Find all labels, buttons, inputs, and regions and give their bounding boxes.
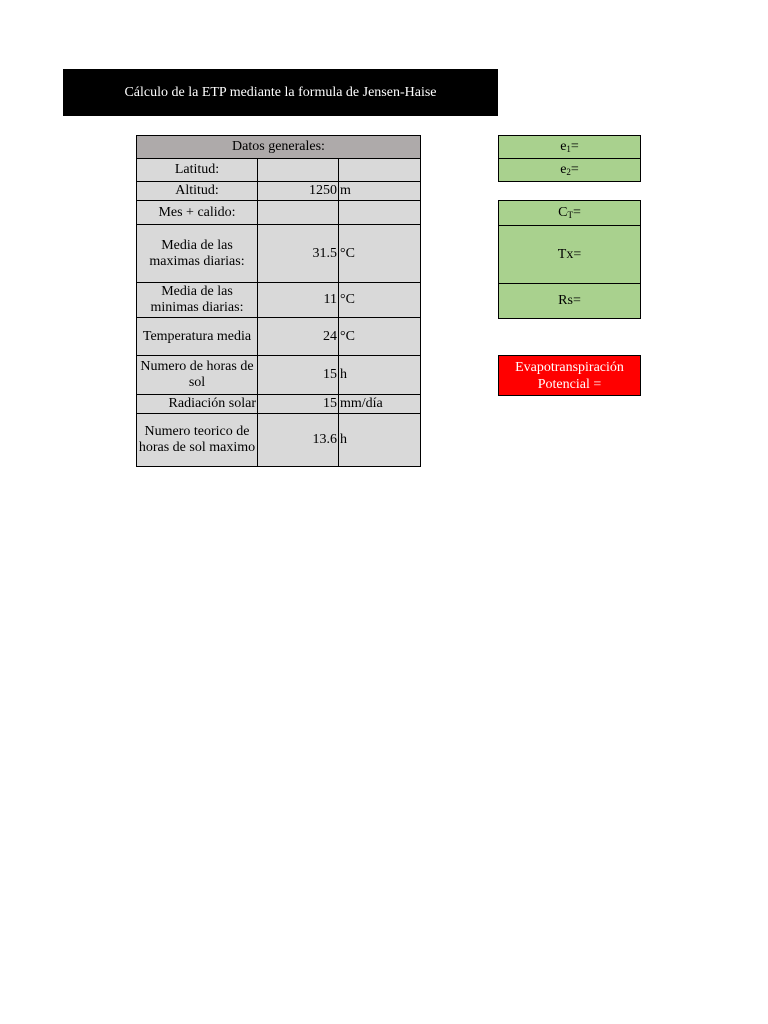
horas-sol-unit: h <box>339 356 421 395</box>
altitud-label: Altitud: <box>137 182 258 201</box>
latitud-label: Latitud: <box>137 159 258 182</box>
altitud-unit: m <box>339 182 421 201</box>
table-row <box>137 414 421 467</box>
table-row <box>137 201 421 225</box>
media-minimas-value[interactable]: 11 <box>258 283 339 318</box>
mes-calido-value[interactable] <box>258 201 339 225</box>
media-minimas-label: Media de las minimas diarias: <box>137 283 258 318</box>
table-row <box>137 225 421 283</box>
e2-cell[interactable]: $e_2=$ <box>499 159 641 182</box>
table-row <box>137 182 421 201</box>
rs-cell[interactable]: Rs= <box>499 284 641 319</box>
table-row <box>137 356 421 395</box>
media-minimas-unit: °C <box>339 283 421 318</box>
etp-line2: Potencial = <box>537 376 602 392</box>
etp-line1: Evapotranspiración <box>515 359 624 375</box>
radiacion-solar-label: Radiación solar <box>137 395 258 414</box>
media-maximas-label: Media de las maximas diarias: <box>137 225 258 283</box>
latitud-value[interactable] <box>258 159 339 182</box>
radiacion-solar-value[interactable]: 15 <box>258 395 339 414</box>
sheet-title <box>63 69 498 116</box>
temperatura-media-value[interactable]: 24 <box>258 318 339 356</box>
temperatura-media-unit: °C <box>339 318 421 356</box>
table-row <box>137 283 421 318</box>
media-maximas-value[interactable]: 31.5 <box>258 225 339 283</box>
table-row <box>137 318 421 356</box>
altitud-value[interactable]: 1250 <box>258 182 339 201</box>
ct-cell[interactable]: $C_T=$ <box>499 201 641 226</box>
e-coefficients-box <box>498 135 641 182</box>
media-maximas-unit: °C <box>339 225 421 283</box>
horas-sol-value[interactable]: 15 <box>258 356 339 395</box>
sheet-title-text: Cálculo de la ETP mediante la formula de Jensen-Haise <box>124 84 437 100</box>
radiacion-solar-unit: mm/día <box>339 395 421 414</box>
horas-sol-maximo-value[interactable]: 13.6 <box>258 414 339 467</box>
latitud-unit <box>339 159 421 182</box>
table-header-row <box>137 136 421 159</box>
e1-cell[interactable]: $e_1=$ <box>499 136 641 159</box>
temperatura-media-label: Temperatura media <box>137 318 258 356</box>
table-row <box>137 395 421 414</box>
mes-calido-label: Mes + calido: <box>137 201 258 225</box>
mes-calido-unit <box>339 201 421 225</box>
datos-generales-table <box>136 135 421 467</box>
horas-sol-maximo-unit: h <box>339 414 421 467</box>
horas-sol-maximo-label: Numero teorico de horas de sol maximo <box>137 414 258 467</box>
horas-sol-label: Numero de horas de sol <box>137 356 258 395</box>
ct-tx-rs-box <box>498 200 641 319</box>
etp-result-box[interactable] <box>498 355 641 396</box>
tx-cell[interactable]: Tx= <box>499 226 641 284</box>
table-row <box>137 159 421 182</box>
datos-generales-header: Datos generales: <box>137 136 421 159</box>
